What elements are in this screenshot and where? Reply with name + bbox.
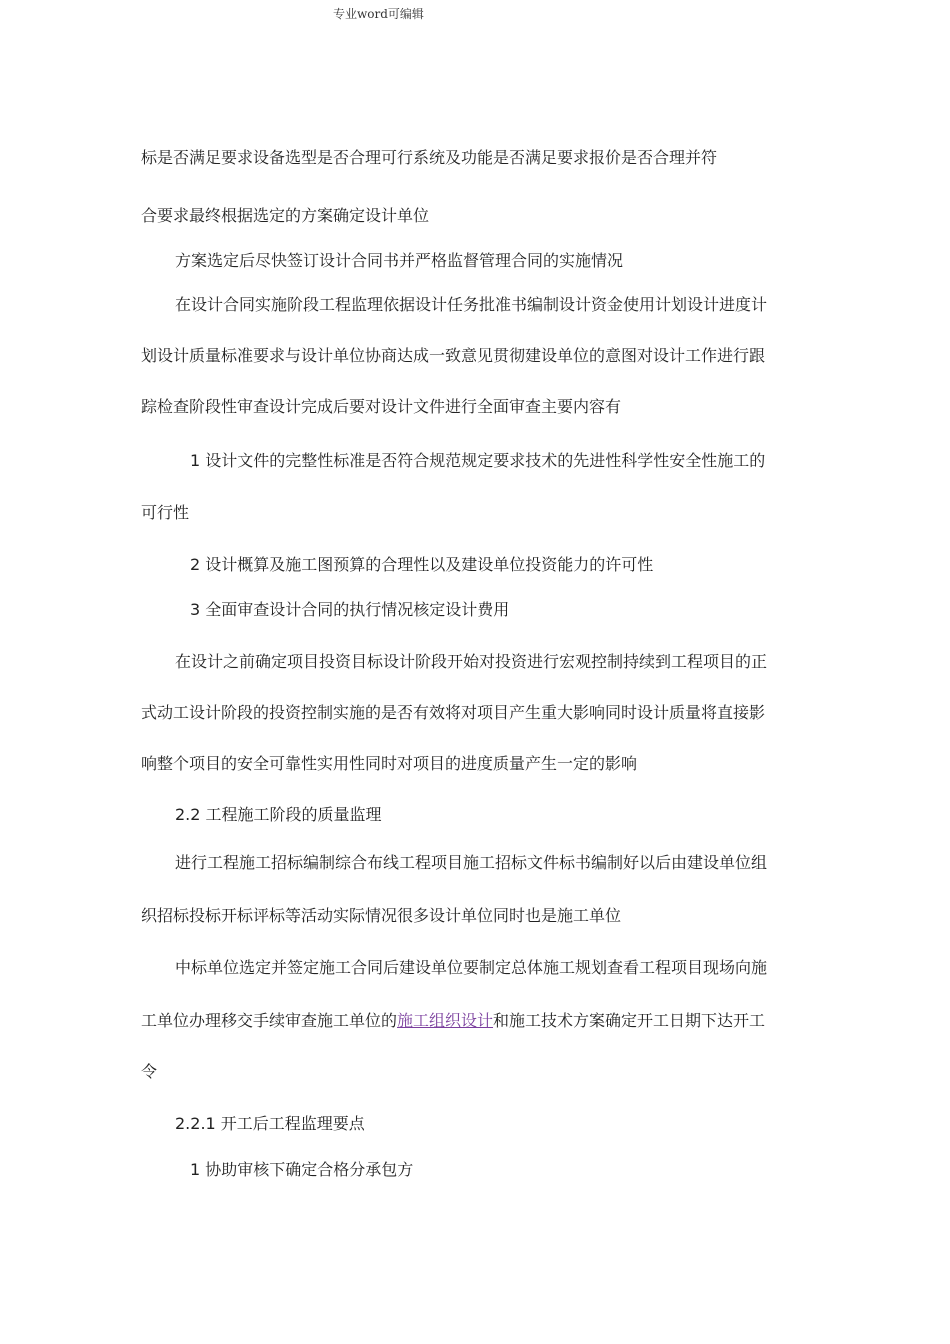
list-item: 1 设计文件的完整性标准是否符合规范规定要求技术的先进性科学性安全性施工的: [190, 451, 766, 470]
section-heading: 2.2 工程施工阶段的质量监理: [175, 805, 382, 824]
header-note: 专业word可编辑: [333, 7, 424, 21]
paragraph-line: 划设计质量标准要求与设计单位协商达成一致意见贯彻建设单位的意图对设计工作进行跟: [141, 346, 766, 365]
paragraph-text: 工单位办理移交手续审查施工单位的: [141, 1011, 398, 1030]
paragraph-line: 令: [141, 1062, 158, 1081]
list-item: 1 协助审核下确定合格分承包方: [190, 1160, 414, 1179]
paragraph-line: 织招标投标开标评标等活动实际情况很多设计单位同时也是施工单位: [141, 906, 622, 925]
paragraph-line: 中标单位选定并签定施工合同后建设单位要制定总体施工规划查看工程项目现场向施: [175, 958, 768, 977]
construction-organization-design-link[interactable]: 施工组织设计: [397, 1011, 494, 1030]
paragraph-line: 在设计合同实施阶段工程监理依据设计任务批准书编制设计资金使用计划设计进度计: [175, 295, 768, 314]
paragraph-line: 方案选定后尽快签订设计合同书并严格监督管理合同的实施情况: [175, 251, 624, 270]
list-item: 3 全面审查设计合同的执行情况核定设计费用: [190, 600, 510, 619]
paragraph-line: 响整个项目的安全可靠性实用性同时对项目的进度质量产生一定的影响: [141, 754, 638, 773]
paragraph-line: 式动工设计阶段的投资控制实施的是否有效将对项目产生重大影响同时设计质量将直接影: [141, 703, 766, 722]
paragraph-text: 和施工技术方案确定开工日期下达开工: [493, 1011, 766, 1030]
paragraph-line: 合要求最终根据选定的方案确定设计单位: [141, 206, 430, 225]
paragraph-line: 进行工程施工招标编制综合布线工程项目施工招标文件标书编制好以后由建设单位组: [175, 853, 768, 872]
paragraph-line: 可行性: [141, 503, 190, 522]
paragraph-line: 在设计之前确定项目投资目标设计阶段开始对投资进行宏观控制持续到工程项目的正: [175, 652, 768, 671]
paragraph-line: 标是否满足要求设备选型是否合理可行系统及功能是否满足要求报价是否合理并符: [141, 148, 718, 167]
paragraph-line: [141, 1011, 765, 1031]
subsection-heading: 2.2.1 开工后工程监理要点: [175, 1114, 365, 1133]
list-item: 2 设计概算及施工图预算的合理性以及建设单位投资能力的许可性: [190, 555, 654, 574]
paragraph-line: 踪检查阶段性审查设计完成后要对设计文件进行全面审查主要内容有: [141, 397, 622, 416]
